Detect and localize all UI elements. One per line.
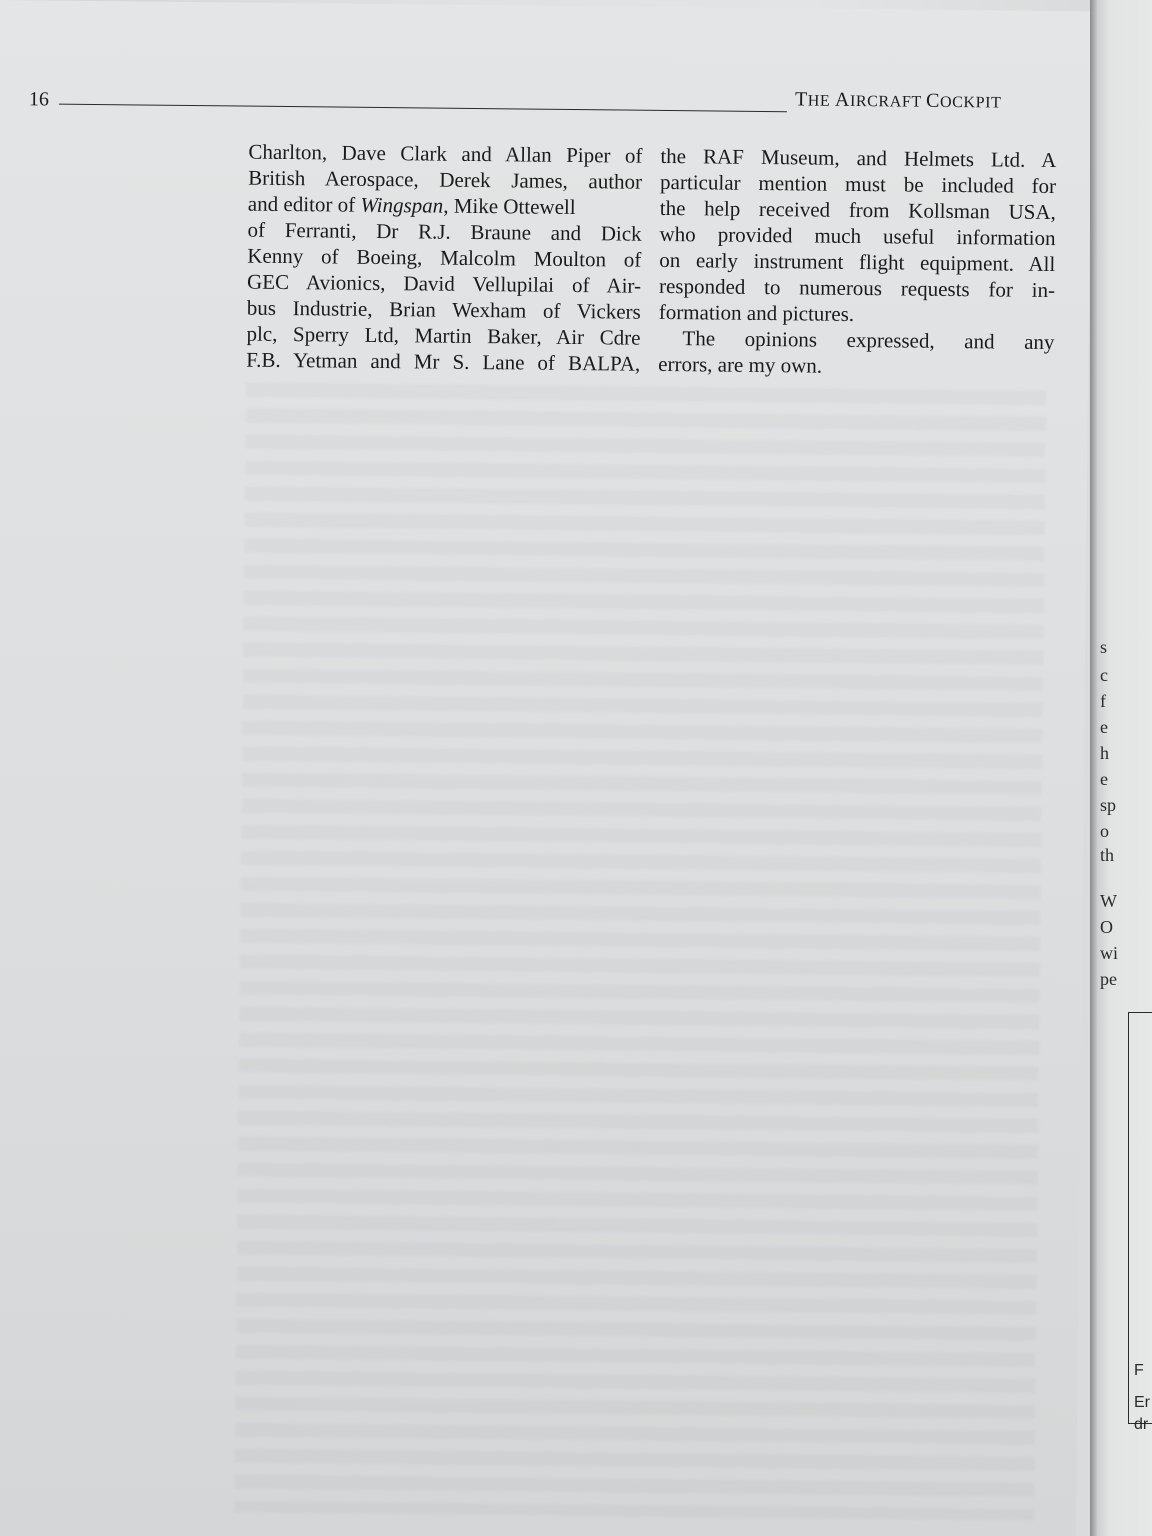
text-line: [248, 191, 642, 221]
figure-caption-fragment: Er: [1134, 1394, 1150, 1411]
facing-page-fragment: s: [1100, 637, 1108, 657]
text-line: F.B. Yetman and Mr S. Lane of BALPA,: [246, 347, 641, 376]
facing-page-fragment: O: [1100, 917, 1113, 937]
figure-caption-fragment: dr: [1134, 1416, 1149, 1433]
facing-page-fragment: W: [1100, 891, 1117, 911]
text-line: plc, Sperry Ltd, Martin Baker, Air Cdre: [246, 321, 641, 350]
left-text-column: [246, 139, 642, 377]
text-line: errors, are my own.: [658, 351, 823, 378]
running-head-t: T: [794, 88, 808, 111]
text-line: bus Industrie, Brian Wexham of Vickers: [246, 295, 641, 324]
facing-page-fragment: wi: [1100, 943, 1118, 963]
facing-page-fragment: h: [1100, 743, 1109, 763]
text-line: Charlton, Dave Clark and Allan Piper of: [248, 139, 643, 168]
text-line: GEC Avionics, David Vellupilai of Air-: [246, 269, 642, 298]
text-line: formation and pictures.: [658, 299, 855, 326]
show-through-text: [234, 383, 1046, 1521]
text-line: British Aerospace, Derek James, author: [248, 165, 643, 194]
text-line: of Ferranti, Dr R.J. Braune and Dick: [247, 217, 642, 246]
text-line: on early instrument flight equipment. All: [659, 247, 1056, 277]
text-line: the help received from Kollsman USA,: [659, 195, 1056, 225]
facing-page-fragment: f: [1100, 691, 1106, 711]
facing-page-fragment: o: [1100, 821, 1109, 841]
text-line: responded to numerous requests for in-: [658, 273, 1056, 303]
facing-page-fragment: pe: [1100, 969, 1117, 989]
facing-page-fragment: sp: [1100, 795, 1117, 815]
text-line: who provided much useful information: [659, 221, 1056, 251]
text-line: The opinions expressed, and any: [682, 326, 1055, 355]
running-head-ircraft: IRCRAFT: [849, 92, 927, 111]
facing-page-fragment: th: [1100, 845, 1115, 865]
facing-page-fragment: c: [1100, 665, 1108, 685]
figure-caption-fragment: F: [1134, 1362, 1144, 1379]
right-text-column: [658, 143, 1056, 381]
running-head-he: HE: [807, 92, 836, 110]
text-line: Kenny of Boeing, Malcolm Moulton of: [247, 243, 642, 272]
text-run: and editor of: [247, 191, 361, 217]
facing-page-edge: [1090, 0, 1152, 1536]
facing-page-fragment: e: [1100, 717, 1108, 737]
running-head-a: A: [834, 88, 851, 111]
book-title: Wingspan: [360, 192, 444, 218]
page-number: 16: [28, 88, 50, 111]
running-head-ockpit: OCKPIT: [939, 93, 1002, 112]
facing-page-fragment: e: [1100, 769, 1108, 789]
running-head: [795, 88, 1002, 113]
text-line: the RAF Museum, and Helmets Ltd. A: [660, 143, 1057, 173]
running-head-c: C: [925, 89, 941, 112]
header-rule: [59, 104, 787, 113]
text-line: particular mention must be included for: [660, 169, 1057, 199]
text-run: , Mike Ottewell: [443, 193, 576, 220]
